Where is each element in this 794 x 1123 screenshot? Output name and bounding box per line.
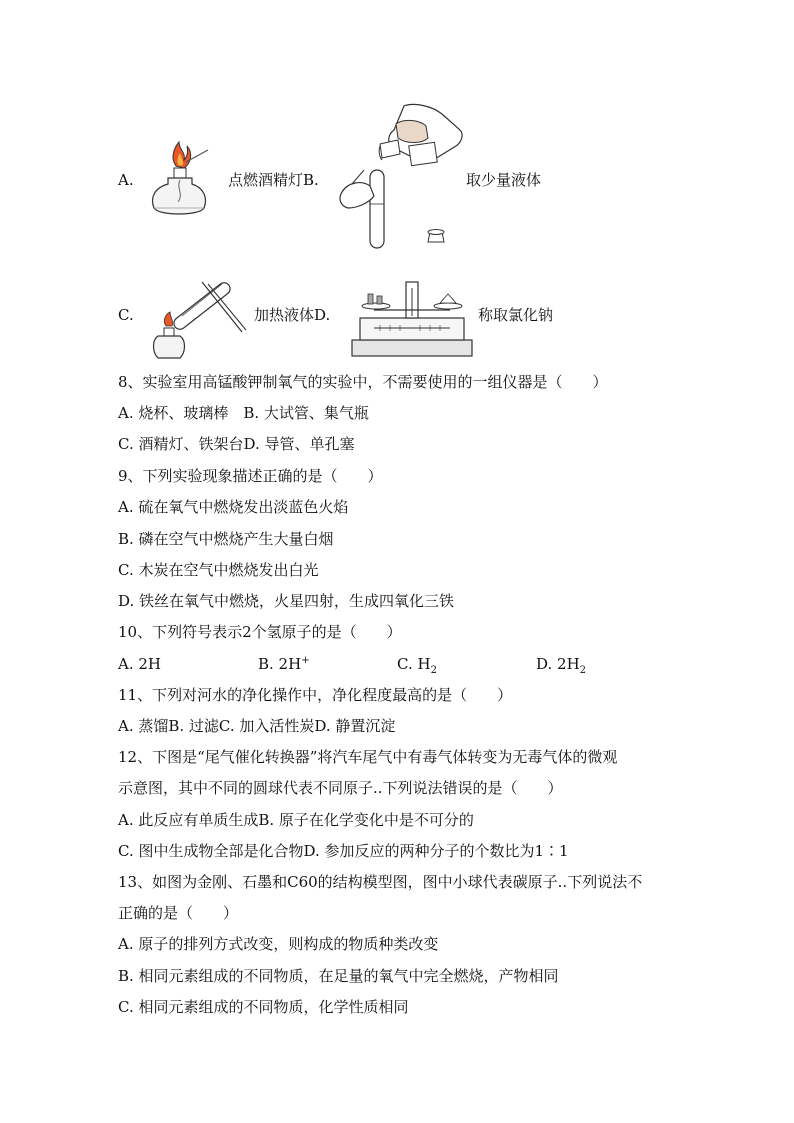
q10-option-c: C. $H_2$ — [397, 655, 437, 676]
q12-options-line2: C. 图中生成物全部是化合物D. 参加反应的两种分子的个数比为1∶1 — [118, 842, 569, 860]
balance-weighing-figure — [350, 280, 474, 358]
option-b-text: 取少量液体 — [466, 171, 542, 189]
q11-stem: 11、下列对河水的净化操作中，净化程度最高的是（ ） — [118, 686, 513, 704]
q9-option-d: D. 铁丝在氧气中燃烧，火星四射，生成四氧化三铁 — [118, 592, 455, 610]
q9-option-a: A. 硫在氧气中燃烧发出淡蓝色火焰 — [118, 498, 349, 516]
q12-stem-line2: 示意图，其中不同的圆球代表不同原子..下列说法错误的是（ ） — [118, 779, 563, 797]
heating-liquid-test-tube-figure — [148, 272, 248, 364]
q9-option-b: B. 磷在空气中燃烧产生大量白烟 — [118, 530, 334, 548]
q8-options-line2: C. 酒精灯、铁架台D. 导管、单孔塞 — [118, 435, 355, 453]
option-c-text: 加热液体D. — [254, 306, 331, 324]
q10-option-a: A. 2H — [118, 655, 161, 673]
q10-option-d: D. $2H_2$ — [536, 655, 587, 676]
q13-stem-line2: 正确的是（ ） — [118, 904, 239, 922]
q10-stem: 10、下列符号表示2个氢原子的是（ ） — [118, 623, 402, 641]
q12-stem-line1: 12、下图是“尾气催化转换器”将汽车尾气中有毒气体转变为无毒气体的微观 — [118, 748, 618, 766]
option-a-text: 点燃酒精灯B. — [228, 171, 319, 189]
alcohol-lamp-lighting-figure — [146, 136, 212, 222]
option-d-text: 称取氯化钠 — [478, 306, 554, 324]
option-a-letter: A. — [118, 171, 134, 189]
q13-option-c: C. 相同元素组成的不同物质，化学性质相同 — [118, 998, 409, 1016]
q13-option-a: A. 原子的排列方式改变，则构成的物质种类改变 — [118, 935, 439, 953]
q13-option-b: B. 相同元素组成的不同物质，在足量的氧气中完全燃烧，产物相同 — [118, 967, 559, 985]
q10-option-b: B. 2H+ — [258, 655, 310, 673]
q9-stem: 9、下列实验现象描述正确的是（ ） — [118, 467, 383, 485]
q12-options-line1: A. 此反应有单质生成B. 原子在化学变化中是不可分的 — [118, 811, 474, 829]
q9-option-c: C. 木炭在空气中燃烧发出白光 — [118, 561, 319, 579]
q13-stem-line1: 13、如图为金刚、石墨和C60的结构模型图，图中小球代表碳原子..下列说法不 — [118, 873, 643, 891]
pour-liquid-test-tube-figure — [334, 100, 464, 250]
q11-options: A. 蒸馏B. 过滤C. 加入活性炭D. 静置沉淀 — [118, 717, 396, 735]
q8-options-line1: A. 烧杯、玻璃棒 B. 大试管、集气瓶 — [118, 404, 369, 422]
q8-stem: 8、实验室用高锰酸钾制氧气的实验中，不需要使用的一组仪器是（ ） — [118, 373, 608, 391]
option-c-letter: C. — [118, 306, 134, 324]
